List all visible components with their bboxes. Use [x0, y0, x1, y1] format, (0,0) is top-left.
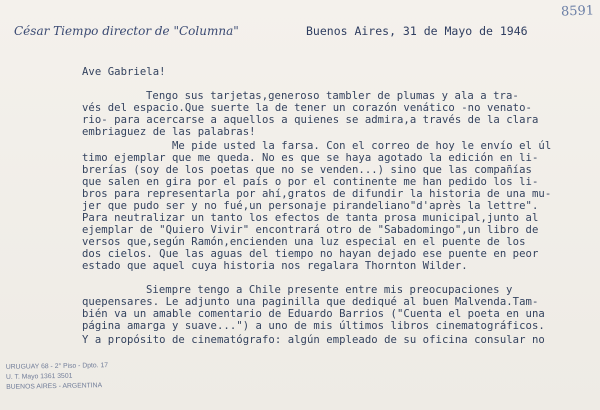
address-stamp [6, 361, 109, 393]
body-line: timo ejemplar que me queda. No es que se haya agotado la edición en li- [82, 152, 539, 164]
body-line: Tengo sus tarjetas,generoso tambler de plumas y ala a tra- [146, 90, 519, 102]
body-line: rio- para acercarse a aquellos a quienes se admira,a través de la clara [82, 114, 539, 126]
stamp-line: BUENOS AIRES - ARGENTINA [6, 382, 103, 391]
body-line: jer que pudo ser y no fué,un personaje pirandeliano"d'après la lettre". [82, 200, 539, 212]
body-line: página amarga y suave...") a uno de mis últimos libros cinematográficos. [82, 320, 545, 332]
body-line: embriaguez de las palabras! [82, 126, 256, 138]
body-line: brerías (soy de los poetas que no se venden...) sino que las compañías [82, 164, 532, 176]
stamp-line: U. T. Mayo 1361 3501 [5, 372, 73, 381]
body-line: bién va un amable comentario de Eduardo Barrios ("Cuenta el poeta en una [82, 308, 545, 320]
body-line: que salen en gira por el país o por el continente me han pedido los li- [82, 176, 539, 188]
letter-date: Buenos Aires, 31 de Mayo de 1946 [306, 24, 528, 38]
body-line: quepensares. Le adjunto una paginilla que dediqué al buen Malvenda.Tam- [82, 296, 539, 308]
archive-number: 8591 [560, 3, 595, 20]
salutation: Ave Gabriela! [82, 66, 166, 78]
body-line: ejemplar de "Quiero Vivir" encontrará otro de "Sabadomingo",un libro de [82, 224, 539, 236]
body-line: bros para representarla por ahí,gratos de difundir la historia de una mu- [82, 188, 552, 200]
stamp-line: URUGUAY 68 - 2° Piso - Dpto. 17 [5, 362, 109, 371]
body-line: versos que,según Ramón,encienden una luz especial en el puente de los [82, 236, 526, 248]
body-line: Y a propósito de cinematógrafo: algún empleado de su oficina consular no [82, 334, 545, 346]
body-line: Me pide usted la farsa. Con el correo de hoy le envío el úl [172, 140, 552, 152]
body-line: estado que aquel cuya historia nos regalara Thornton Wilder. [82, 260, 468, 272]
body-line: dos cielos. Que las aguas del tiempo no hayan dejado ese puente en peor [82, 248, 539, 260]
body-line: Para neutralizar un tanto los efectos de tanta prosa municipal,junto al [82, 212, 539, 224]
body-line: Siempre tengo a Chile presente entre mis preocupaciones y [146, 284, 513, 296]
letterhead: César Tiempo director de "Columna" [14, 24, 239, 38]
body-line: vés del espacio.Que suerte la de tener un corazón venático -no venato- [82, 102, 532, 114]
